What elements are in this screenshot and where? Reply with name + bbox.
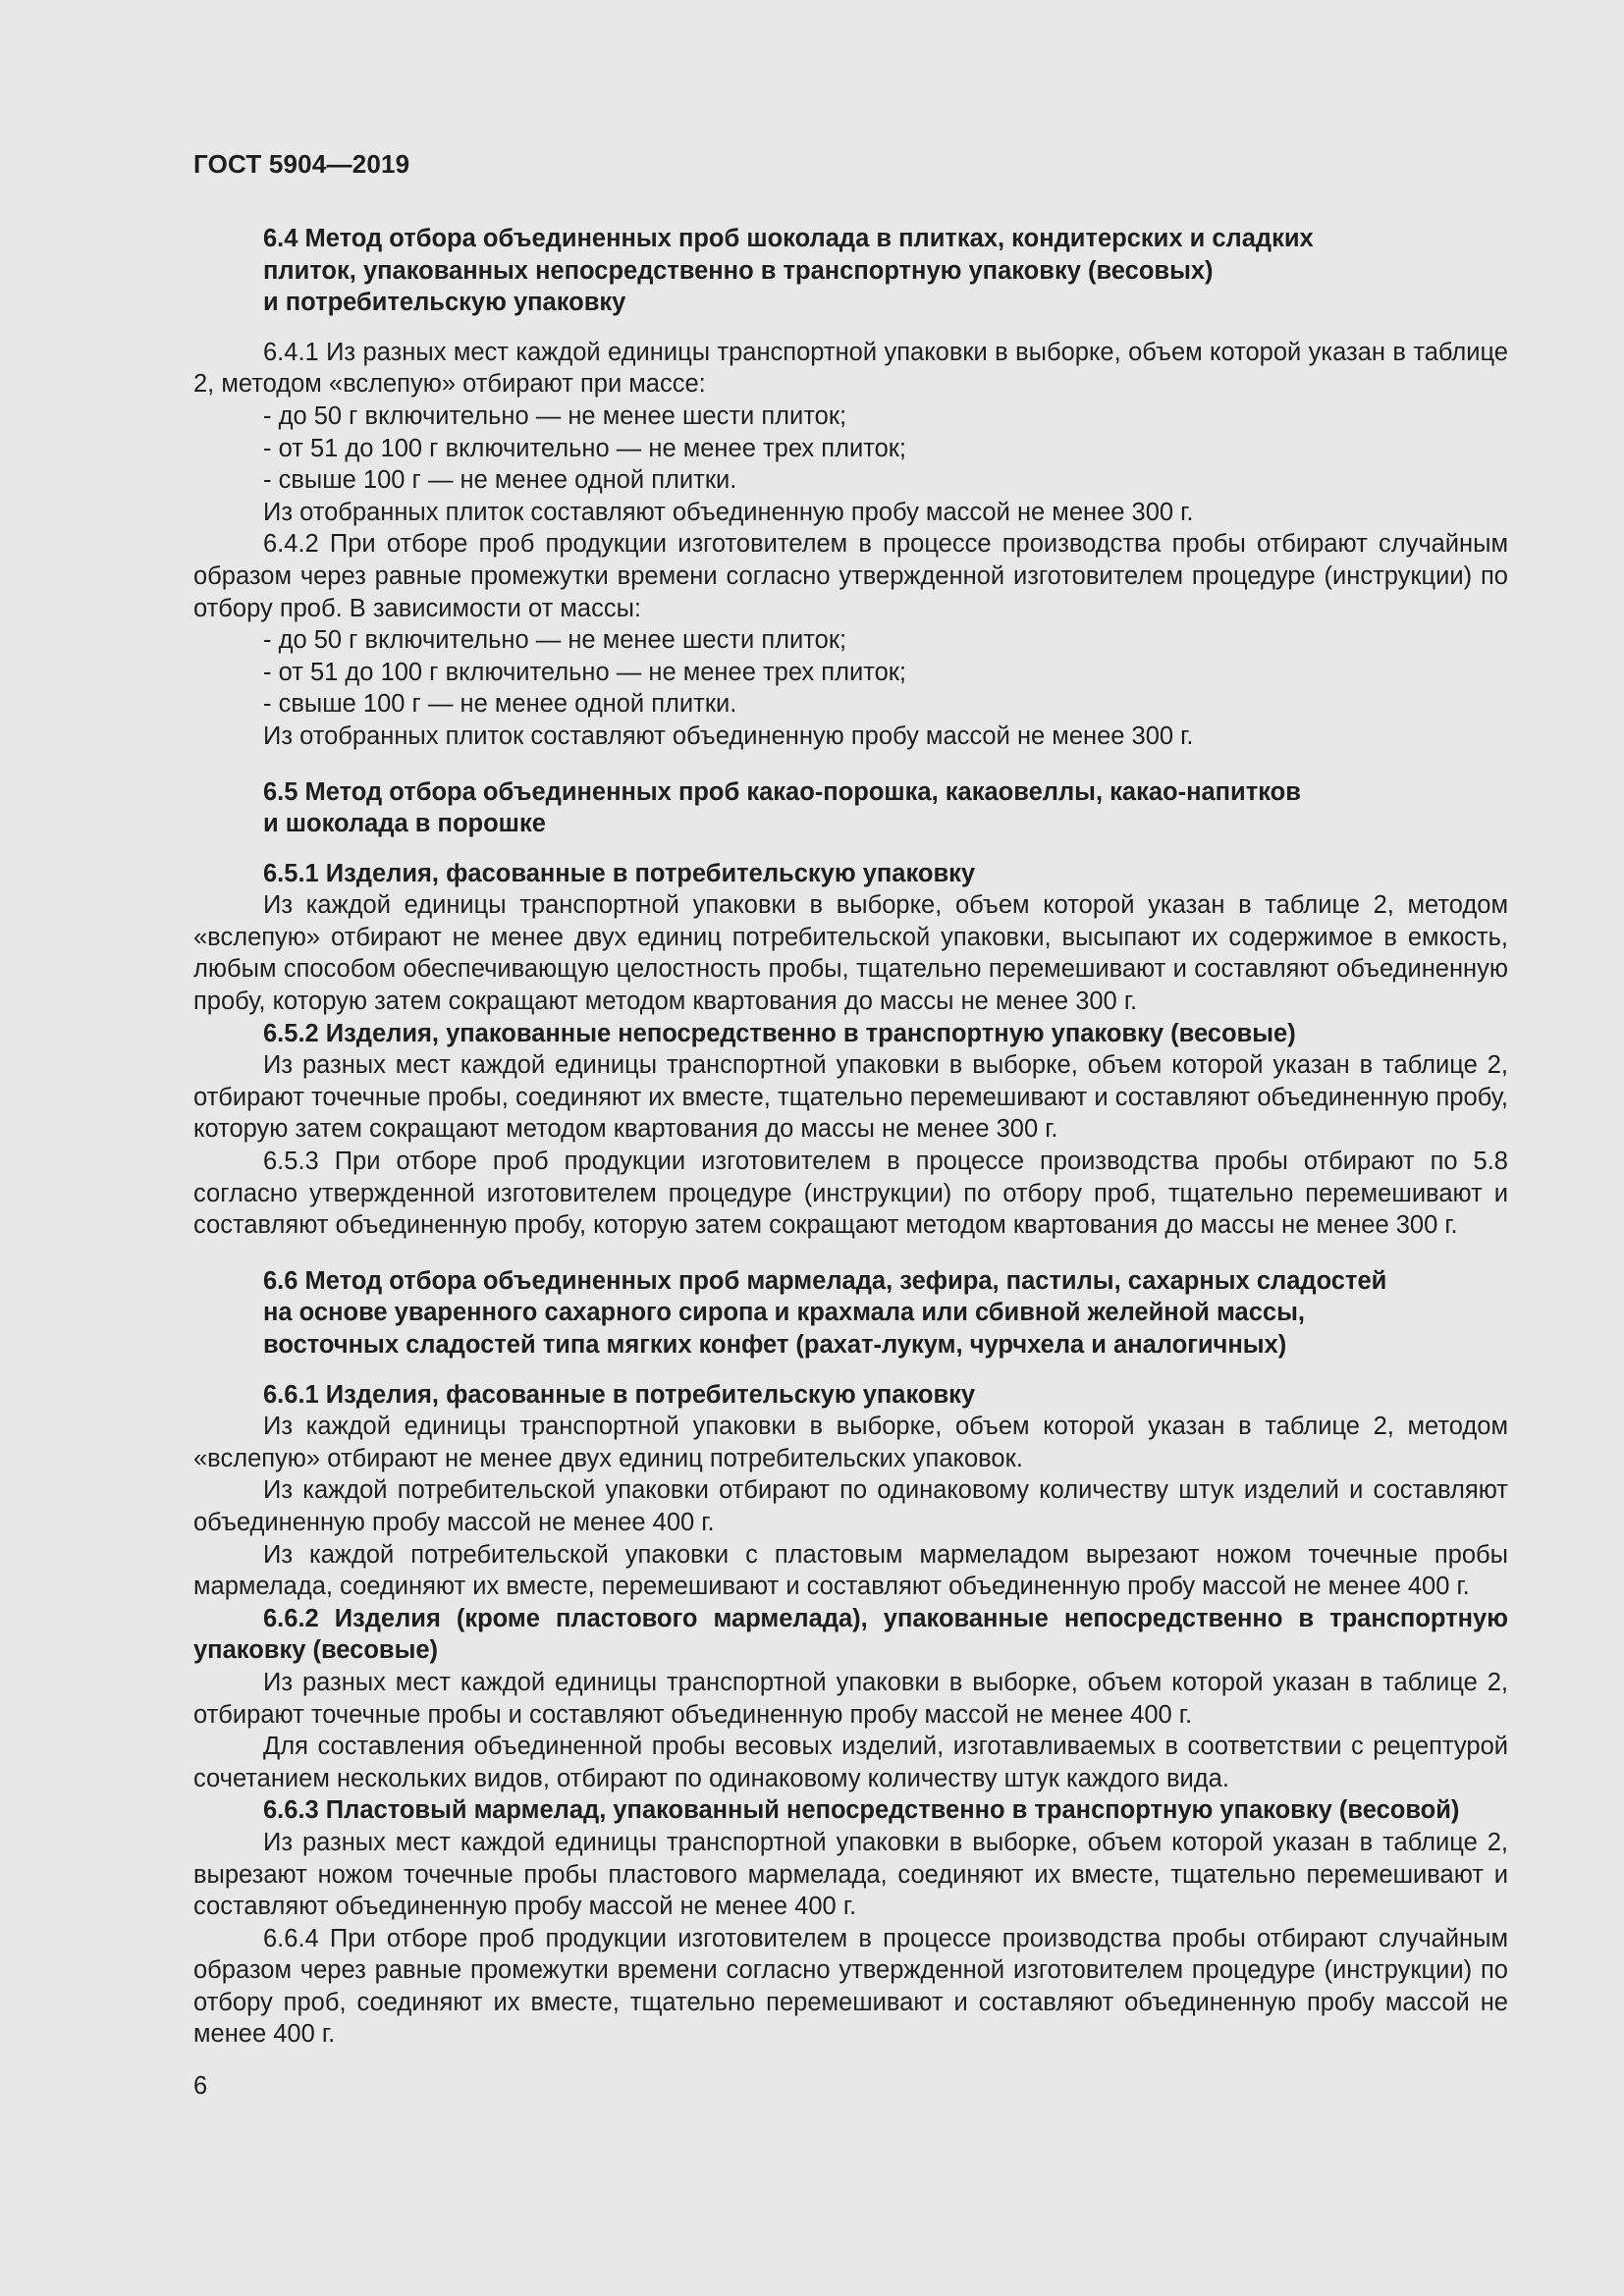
paragraph-6-4-1: 6.4.1 Из разных мест каждой единицы транспортной упаковки в выборке, объем которой указан в таблице 2, методом «вслепую» отбирают при массе: (193, 338, 1508, 399)
section-title-line: и потребительскую упаковку (263, 289, 626, 317)
paragraph: Из каждой потребительской упаковки с пластовым мармеладом вырезают ножом точечные пробы мармелада, соединяют их вместе, перемешивают и составляют объединенную пробу массой не менее 400 г. (193, 1540, 1508, 1601)
page-number: 6 (193, 2072, 208, 2100)
paragraph-6-4-2: 6.4.2 При отборе проб продукции изготовителем в процессе производства пробы отбирают случайным образом через равные промежутки времени согласно утвержденной изготовителем процедуре (инструкции) по отбору проб. В зависимости от массы: (193, 530, 1508, 622)
list-item: - от 51 до 100 г включительно — не менее трех плиток; (263, 434, 907, 462)
section-title-line: плиток, упакованных непосредственно в транспортную упаковку (весовых) (263, 256, 1214, 285)
section-title-line: и шоколада в порошке (263, 810, 546, 838)
paragraph: Из каждой единицы транспортной упаковки в выборке, объем которой указан в таблице 2, методом «вслепую» отбирают не менее двух единиц потребительских упаковок. (193, 1413, 1508, 1472)
paragraph: Из каждой единицы транспортной упаковки в выборке, объем которой указан в таблице 2, методом «вслепую» отбирают не менее двух единиц потребительской упаковки, высыпают их содержимое в емкость, любым способом обеспечивающую целостность пробы, тщательно перемешивают и составляют объединенную пробу, которую затем сокращают методом квартования до массы не менее 300 г. (193, 891, 1508, 1016)
section-6-4-title (193, 223, 1508, 319)
paragraph: Из отобранных плиток составляют объединенную пробу массой не менее 300 г. (263, 721, 1194, 750)
section-title-line: 6.5 Метод отбора объединенных проб какао-порошка, какаовеллы, какао-напитков (263, 777, 1301, 806)
paragraph: Из разных мест каждой единицы транспортной упаковки в выборке, объем которой указан в таблице 2, отбирают точечные пробы, соединяют их вместе, тщательно перемешивают и составляют объединенную пробу, которую затем сокращают методом квартования до массы не менее 300 г. (193, 1051, 1508, 1144)
document-body (193, 223, 1508, 2051)
document-header-id: ГОСТ 5904—2019 (193, 149, 410, 179)
subsection-6-6-2-title: 6.6.2 Изделия (кроме пластового мармелада), упакованные непосредственно в транспортную упаковку (весовые) (193, 1604, 1508, 1665)
section-title-line: восточных сладостей типа мягких конфет (рахат-лукум, чурчхела и аналогичных) (263, 1331, 1287, 1359)
paragraph: Из разных мест каждой единицы транспортной упаковки в выборке, объем которой указан в таблице 2, отбирают точечные пробы и составляют объединенную пробу массой не менее 400 г. (193, 1668, 1508, 1729)
subsection-6-5-2-title: 6.5.2 Изделия, упакованные непосредственно в транспортную упаковку (весовые) (263, 1019, 1296, 1047)
list-item: - свыше 100 г — не менее одной плитки. (263, 690, 737, 719)
section-title-line: на основе уваренного сахарного сиропа и крахмала или сбивной желейной массы, (263, 1299, 1305, 1327)
subsection-6-5-1-title: 6.5.1 Изделия, фасованные в потребительскую упаковку (263, 859, 976, 887)
paragraph-6-5-3: 6.5.3 При отборе проб продукции изготовителем в процессе производства пробы отбирают по 5.8 согласно утвержденной изготовителем процедуре (инструкции) по отбору проб, тщательно перемешивают и составляют объединенную пробу, которую затем сокращают методом квартования до массы не менее 300 г. (193, 1148, 1508, 1240)
section-6-5-title (193, 776, 1508, 840)
paragraph: Из разных мест каждой единицы транспортной упаковки в выборке, объем которой указан в таблице 2, вырезают ножом точечные пробы пластового мармелада, соединяют их вместе, тщательно перемешивают и составляют объединенную пробу массой не менее 400 г. (193, 1828, 1508, 1921)
section-6-6-title (193, 1265, 1508, 1362)
subsection-6-6-3-title: 6.6.3 Пластовый мармелад, упакованный непосредственно в транспортную упаковку (весовой) (263, 1796, 1460, 1825)
list-item: - до 50 г включительно — не менее шести плиток; (263, 626, 847, 655)
section-title-line: 6.6 Метод отбора объединенных проб мармелада, зефира, пастилы, сахарных сладостей (263, 1266, 1387, 1295)
paragraph-6-6-4: 6.6.4 При отборе проб продукции изготовителем в процессе производства пробы отбирают случайным образом через равные промежутки времени согласно утвержденной изготовителем процедуре (инструкции) по отбору проб, соединяют их вместе, тщательно перемешивают и составляют объединенную пробу массой не менее 400 г. (193, 1924, 1508, 2049)
paragraph: Для составления объединенной пробы весовых изделий, изготавливаемых в соответствии с рецептурой сочетанием нескольких видов, отбирают по одинаковому количеству штук каждого вида. (193, 1733, 1508, 1792)
list-item: - свыше 100 г — не менее одной плитки. (263, 466, 737, 495)
list-item: - от 51 до 100 г включительно — не менее трех плиток; (263, 658, 907, 686)
section-title-line: 6.4 Метод отбора объединенных проб шоколада в плитках, кондитерских и сладких (263, 225, 1314, 252)
list-item: - до 50 г включительно — не менее шести плиток; (263, 401, 847, 430)
subsection-6-6-1-title: 6.6.1 Изделия, фасованные в потребительскую упаковку (263, 1380, 976, 1409)
paragraph: Из каждой потребительской упаковки отбирают по одинаковому количеству штук изделий и составляют объединенную пробу массой не менее 400 г. (193, 1476, 1508, 1536)
paragraph: Из отобранных плиток составляют объединенную пробу массой не менее 300 г. (263, 498, 1194, 526)
